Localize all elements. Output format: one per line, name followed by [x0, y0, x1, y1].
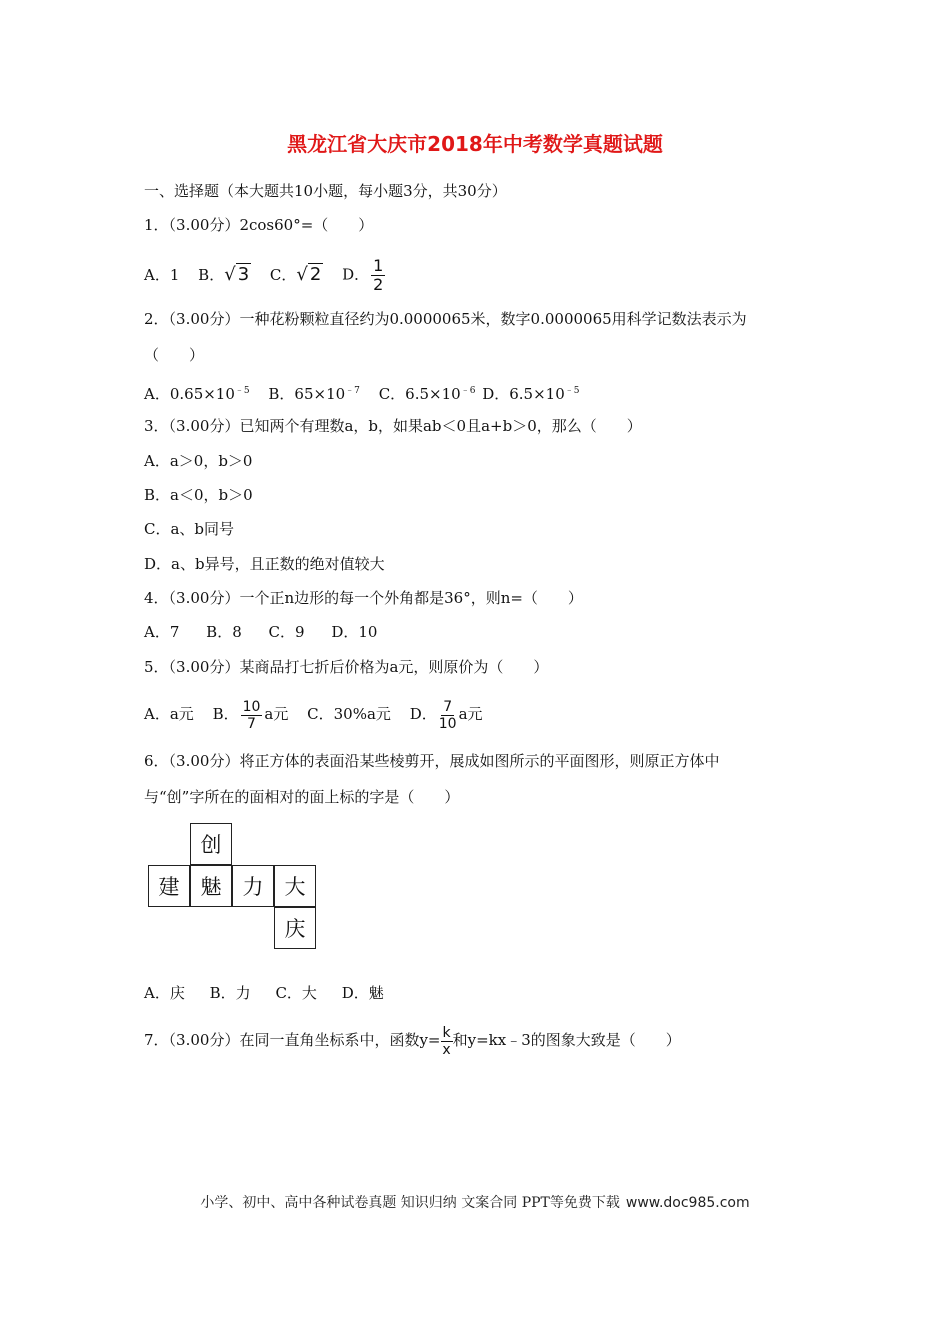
option-label: B．: [212, 705, 239, 723]
option-tail: a元: [264, 705, 289, 723]
option-label: C．: [269, 265, 297, 284]
option-a: A．7: [144, 623, 180, 641]
option-c: C．大: [275, 984, 317, 1002]
option-b: [268, 380, 360, 405]
fraction: [371, 258, 385, 293]
footer-url[interactable]: www.doc985.com: [625, 1195, 750, 1211]
numerator: 7: [443, 698, 453, 715]
page-footer: [0, 1192, 950, 1212]
cube-net-figure: [148, 823, 318, 949]
exponent: ﹣5: [564, 386, 580, 396]
fraction: [441, 1026, 453, 1057]
option-text: B．65×10: [268, 385, 346, 403]
denominator: x: [442, 1041, 451, 1058]
fraction: [439, 700, 457, 731]
denominator: 2: [373, 275, 384, 294]
sqrt-expression: √ 3: [224, 263, 250, 285]
option-b: B．力: [209, 984, 251, 1002]
option-d: D．a、b异号，且正数的绝对值较大: [144, 555, 385, 573]
option-b: B．a＜0，b＞0: [144, 486, 253, 504]
option-text: C．6.5×10: [378, 385, 461, 403]
option-b: [213, 692, 289, 736]
denominator: 10: [438, 715, 457, 732]
option-b: [198, 260, 251, 290]
option-d: [342, 258, 387, 293]
sqrt-expression: √ 2: [296, 263, 322, 285]
page-title: 黑龙江省大庆市2018年中考数学真题试题: [287, 132, 663, 156]
option-a: [144, 380, 250, 405]
option-d: D．魅: [341, 984, 384, 1002]
question-4-options: [144, 621, 391, 643]
option-label: D．: [409, 705, 437, 723]
option-c: C．30%a元: [307, 705, 391, 723]
exponent: ﹣6: [460, 386, 476, 396]
net-cell-2: 魅: [190, 865, 232, 907]
option-d: [482, 380, 579, 405]
question-5-options: [144, 692, 497, 736]
option-c: [270, 260, 323, 290]
section-heading: 一、选择题（本大题共10小题，每小题3分，共30分）: [144, 182, 507, 200]
option-c: C．9: [268, 623, 305, 641]
denominator: 7: [247, 715, 256, 732]
question-5-stem: 5．（3.00分）某商品打七折后价格为a元，则原价为（ ）: [144, 658, 549, 676]
option-label: D．: [342, 265, 370, 284]
question-2-options: [144, 380, 593, 402]
option-c: C．a、b同号: [144, 520, 235, 538]
question-3-stem: 3．（3.00分）已知两个有理数a，b，如果ab＜0且a+b＞0，那么（ ）: [144, 417, 642, 435]
numerator: k: [442, 1024, 451, 1041]
option-a: A．庆: [144, 984, 185, 1002]
question-2-stem: 2．（3.00分）一种花粉颗粒直径约为0.0000065米，数字0.0000065用科学记数法表示为: [144, 310, 747, 328]
option-a: A．1: [144, 265, 180, 284]
exponent: ﹣7: [345, 386, 360, 396]
question-1-stem: 1．（3.00分）2cos60°=（ ）: [144, 216, 374, 234]
net-cell-1: 建: [148, 865, 190, 907]
option-b: B．8: [206, 623, 242, 641]
exponent: ﹣5: [234, 386, 250, 396]
option-text: D．6.5×10: [482, 385, 565, 403]
numerator: 10: [242, 698, 261, 715]
option-a: A．a元: [144, 705, 194, 723]
option-d: D．10: [331, 623, 378, 641]
radicand: 3: [237, 263, 250, 285]
option-tail: a元: [458, 705, 483, 723]
option-c: [379, 380, 476, 405]
question-7-stem: [144, 1018, 681, 1062]
net-cell-top: 创: [190, 823, 232, 865]
footer-text: 小学、初中、高中各种试卷真题 知识归纳 文案合同 PPT等免费下载: [200, 1195, 620, 1211]
fraction: [241, 700, 263, 731]
net-cell-bottom: 庆: [274, 907, 316, 949]
question-4-stem: 4．（3.00分）一个正n边形的每一个外角都是36°，则n=（ ）: [144, 589, 583, 607]
question-6-stem: 6．（3.00分）将正方体的表面沿某些棱剪开，展成如图所示的平面图形，则原正方体中: [144, 752, 720, 770]
question-2-stem-cont: （ ）: [144, 346, 205, 364]
option-d: [410, 692, 483, 736]
stem-text: 7．（3.00分）在同一直角坐标系中，函数y=: [144, 1031, 441, 1049]
question-1-options: [144, 256, 401, 294]
numerator: 1: [373, 256, 384, 275]
option-label: B．: [198, 265, 225, 284]
radicand: 2: [309, 263, 322, 285]
option-a: A．a＞0，b＞0: [144, 452, 253, 470]
net-cell-4: 大: [274, 865, 316, 907]
net-cell-3: 力: [232, 865, 274, 907]
question-6-options: [144, 982, 398, 1004]
stem-text: 和y=kx﹣3的图象大致是（ ）: [452, 1031, 681, 1049]
option-text: A．0.65×10: [144, 385, 235, 403]
question-6-stem-cont: 与“创”字所在的面相对的面上标的字是（ ）: [144, 788, 460, 806]
